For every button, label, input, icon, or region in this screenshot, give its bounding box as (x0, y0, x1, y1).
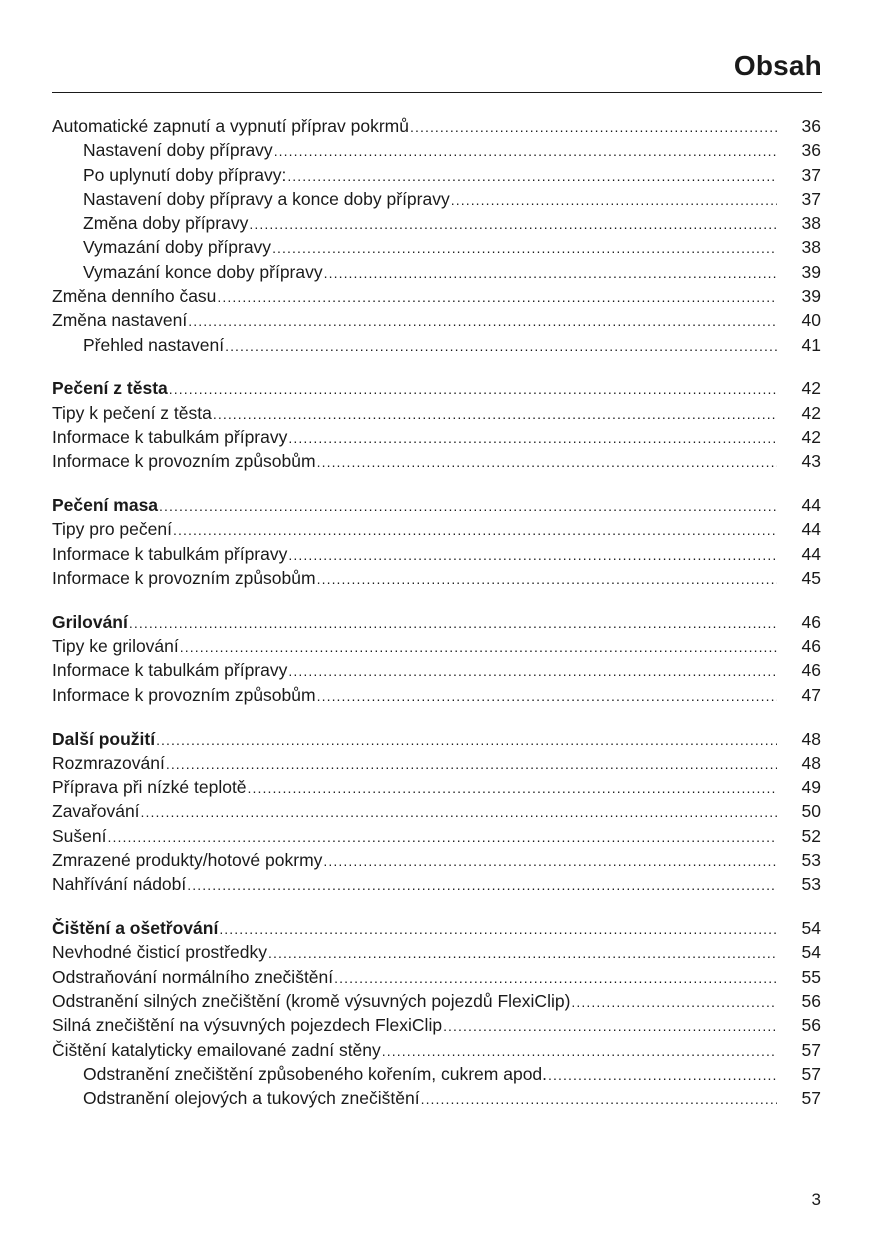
dot-leader (213, 402, 777, 426)
toc-entry-page: 38 (801, 213, 821, 234)
toc-entry-title: Silná znečištění na výsuvných pojezdech FlexiClip (52, 1015, 443, 1036)
toc-entry-page: 44 (801, 495, 821, 516)
toc-entry-title: Rozmrazování (52, 752, 165, 773)
toc-entry-title: Pečení masa (52, 495, 159, 516)
toc-entry[interactable] (52, 848, 821, 872)
toc-entry-page: 42 (801, 427, 821, 448)
toc-entry-page: 56 (801, 991, 821, 1011)
dot-leader (248, 776, 777, 800)
toc-entry-page: 53 (801, 850, 821, 871)
toc-entry-page: 44 (801, 519, 821, 540)
toc-entry-title: Příprava při nízké teplotě (52, 777, 247, 798)
toc-entry-page: 42 (801, 402, 821, 423)
toc-heading-entry[interactable] (52, 493, 821, 517)
toc-entry-page: 45 (801, 568, 821, 589)
toc-section (52, 610, 821, 707)
toc-entry-page: 44 (801, 543, 821, 564)
toc-entry-page: 57 (801, 1088, 821, 1109)
toc-entry-page: 46 (801, 611, 821, 632)
dot-leader (219, 917, 777, 941)
toc-entry-page: 49 (801, 777, 821, 798)
toc-entry[interactable] (52, 235, 821, 259)
dot-leader (288, 426, 777, 450)
toc-entry-page: 42 (801, 378, 821, 399)
toc-entry[interactable] (52, 517, 821, 541)
toc-heading-entry[interactable] (52, 610, 821, 634)
toc-entry[interactable] (52, 114, 821, 138)
toc-entry-page: 39 (801, 286, 821, 307)
toc-entry-title: Čištění katalyticky emailované zadní stěny (52, 1039, 381, 1060)
dot-leader (188, 309, 777, 333)
dot-leader (548, 1063, 777, 1087)
toc-entry-title: Přehled nastavení (83, 334, 225, 355)
toc-entry[interactable] (52, 751, 821, 775)
toc-entry[interactable] (52, 989, 821, 1013)
toc-entry-title: Informace k tabulkám přípravy (52, 543, 288, 564)
toc-entry-page: 36 (801, 116, 821, 136)
toc-entry-page: 57 (801, 1039, 821, 1060)
toc-entry-title: Zmrazené produkty/hotové pokrmy (52, 850, 323, 871)
dot-leader (443, 1014, 777, 1038)
dot-leader (180, 635, 777, 659)
toc-entry-page: 46 (801, 636, 821, 657)
toc-entry-page: 55 (801, 966, 821, 987)
toc-entry-page: 43 (801, 451, 821, 472)
dot-leader (166, 752, 777, 776)
dot-leader (317, 684, 777, 708)
toc-entry[interactable] (52, 1062, 821, 1086)
toc-entry-page: 56 (801, 1015, 821, 1036)
toc-entry-title: Automatické zapnutí a vypnutí příprav pokrmů (52, 116, 409, 136)
toc-entry-page: 37 (801, 188, 821, 209)
toc-entry-title: Informace k tabulkám přípravy (52, 660, 288, 681)
toc-entry-title: Změna doby přípravy (83, 213, 249, 234)
toc-entry-page: 50 (801, 801, 821, 822)
dot-leader (173, 518, 777, 542)
toc-entry-title: Změna nastavení (52, 310, 188, 331)
toc-entry[interactable] (52, 965, 821, 989)
toc-entry-title: Informace k tabulkám přípravy (52, 427, 288, 448)
dot-leader (410, 115, 777, 139)
dot-leader (324, 261, 777, 285)
toc-entry[interactable] (52, 775, 821, 799)
toc-entry-page: 37 (801, 164, 821, 185)
toc-entry-page: 41 (801, 334, 821, 355)
toc-entry[interactable] (52, 566, 821, 590)
title-divider (52, 92, 822, 93)
toc-entry-title: Odstraňování normálního znečištění (52, 966, 334, 987)
toc-entry[interactable] (52, 658, 821, 682)
toc-entry-title: Po uplynutí doby přípravy: (83, 164, 287, 185)
toc-entry[interactable] (52, 401, 821, 425)
toc-entry-title: Grilování (52, 611, 128, 632)
dot-leader (225, 334, 777, 358)
toc-entry-title: Změna denního času (52, 286, 217, 307)
toc-entry-title: Odstranění olejových a tukových znečištění (83, 1088, 420, 1109)
toc-entry-title: Informace k provozním způsobům (52, 451, 316, 472)
toc-entry-title: Zavařování (52, 801, 140, 822)
dot-leader (159, 494, 777, 518)
toc-entry-page: 39 (801, 261, 821, 282)
toc-entry[interactable] (52, 1086, 821, 1110)
toc-entry-page: 48 (801, 728, 821, 749)
toc-entry-title: Nahřívání nádobí (52, 874, 187, 895)
toc-entry[interactable] (52, 449, 821, 473)
toc-entry[interactable] (52, 260, 821, 284)
toc-heading-entry[interactable] (52, 727, 821, 751)
dot-leader (268, 941, 777, 965)
toc-entry-page: 46 (801, 660, 821, 681)
page-number: 3 (811, 1190, 821, 1209)
dot-leader (323, 849, 777, 873)
toc-entry-title: Vymazání konce doby přípravy (83, 261, 323, 282)
toc-entry-title: Sušení (52, 825, 107, 846)
toc-entry-page: 54 (801, 918, 821, 939)
toc-entry-page: 48 (801, 752, 821, 773)
dot-leader (287, 164, 777, 188)
toc-entry[interactable] (52, 940, 821, 964)
toc-entry[interactable] (52, 683, 821, 707)
toc-section (52, 493, 821, 590)
toc-entry-title: Odstranění znečištění způsobeného kořením, cukrem apod. (83, 1063, 548, 1084)
toc-entry-title: Informace k provozním způsobům (52, 568, 316, 589)
toc-entry[interactable] (52, 284, 821, 308)
toc-entry-title: Odstranění silných znečištění (kromě výsuvných pojezdů FlexiClip) (52, 991, 571, 1011)
toc-entry-title: Čištění a ošetřování (52, 918, 219, 939)
toc-entry[interactable] (52, 542, 821, 566)
dot-leader (217, 285, 777, 309)
toc-entry[interactable] (52, 211, 821, 235)
toc-entry[interactable] (52, 1013, 821, 1037)
dot-leader (274, 139, 777, 163)
toc-section (52, 727, 821, 897)
dot-leader (288, 543, 777, 567)
toc-entry-title: Vymazání doby přípravy (83, 237, 272, 258)
toc-entry-page: 47 (801, 684, 821, 705)
toc-entry-title: Nastavení doby přípravy (83, 140, 273, 161)
dot-leader (382, 1039, 777, 1063)
toc-section (52, 114, 821, 357)
toc-section (52, 916, 821, 1110)
toc-entry[interactable] (52, 824, 821, 848)
toc-entry-page: 57 (801, 1063, 821, 1084)
dot-leader (571, 990, 777, 1014)
toc-entry-page: 53 (801, 874, 821, 895)
toc-entry[interactable] (52, 425, 821, 449)
toc-entry-title: Tipy pro pečení (52, 519, 172, 540)
toc-heading-entry[interactable] (52, 916, 821, 940)
dot-leader (288, 659, 777, 683)
dot-leader (169, 377, 777, 401)
dot-leader (451, 188, 777, 212)
dot-leader (187, 873, 777, 897)
dot-leader (249, 212, 777, 236)
toc-entry[interactable] (52, 308, 821, 332)
toc-entry[interactable] (52, 187, 821, 211)
toc-entry[interactable] (52, 799, 821, 823)
toc-entry[interactable] (52, 872, 821, 896)
dot-leader (317, 450, 777, 474)
toc-entry[interactable] (52, 163, 821, 187)
toc-entry-page: 40 (801, 310, 821, 331)
dot-leader (317, 567, 777, 591)
dot-leader (156, 728, 777, 752)
dot-leader (141, 800, 777, 824)
toc-entry-title: Tipy k pečení z těsta (52, 402, 212, 423)
toc-entry-page: 38 (801, 237, 821, 258)
toc-entry[interactable] (52, 1038, 821, 1062)
dot-leader (129, 611, 777, 635)
toc-entry-page: 36 (801, 140, 821, 161)
toc-entry-page: 52 (801, 825, 821, 846)
toc-entry-page: 54 (801, 942, 821, 963)
dot-leader (272, 236, 777, 260)
toc-entry-title: Pečení z těsta (52, 378, 168, 399)
toc-entry[interactable] (52, 333, 821, 357)
dot-leader (334, 966, 777, 990)
toc-entry-title: Nevhodné čisticí prostředky (52, 942, 267, 963)
dot-leader (421, 1087, 777, 1111)
toc-entry-title: Další použití (52, 728, 156, 749)
toc-entry-title: Nastavení doby přípravy a konce doby přípravy (83, 188, 450, 209)
toc-entry[interactable] (52, 634, 821, 658)
toc-entry-title: Tipy ke grilování (52, 636, 179, 657)
page-title: Obsah (733, 50, 822, 81)
toc-heading-entry[interactable] (52, 376, 821, 400)
toc-entry[interactable] (52, 138, 821, 162)
dot-leader (107, 825, 777, 849)
toc-entry-title: Informace k provozním způsobům (52, 684, 316, 705)
toc-section (52, 376, 821, 473)
table-of-contents (52, 114, 821, 1110)
